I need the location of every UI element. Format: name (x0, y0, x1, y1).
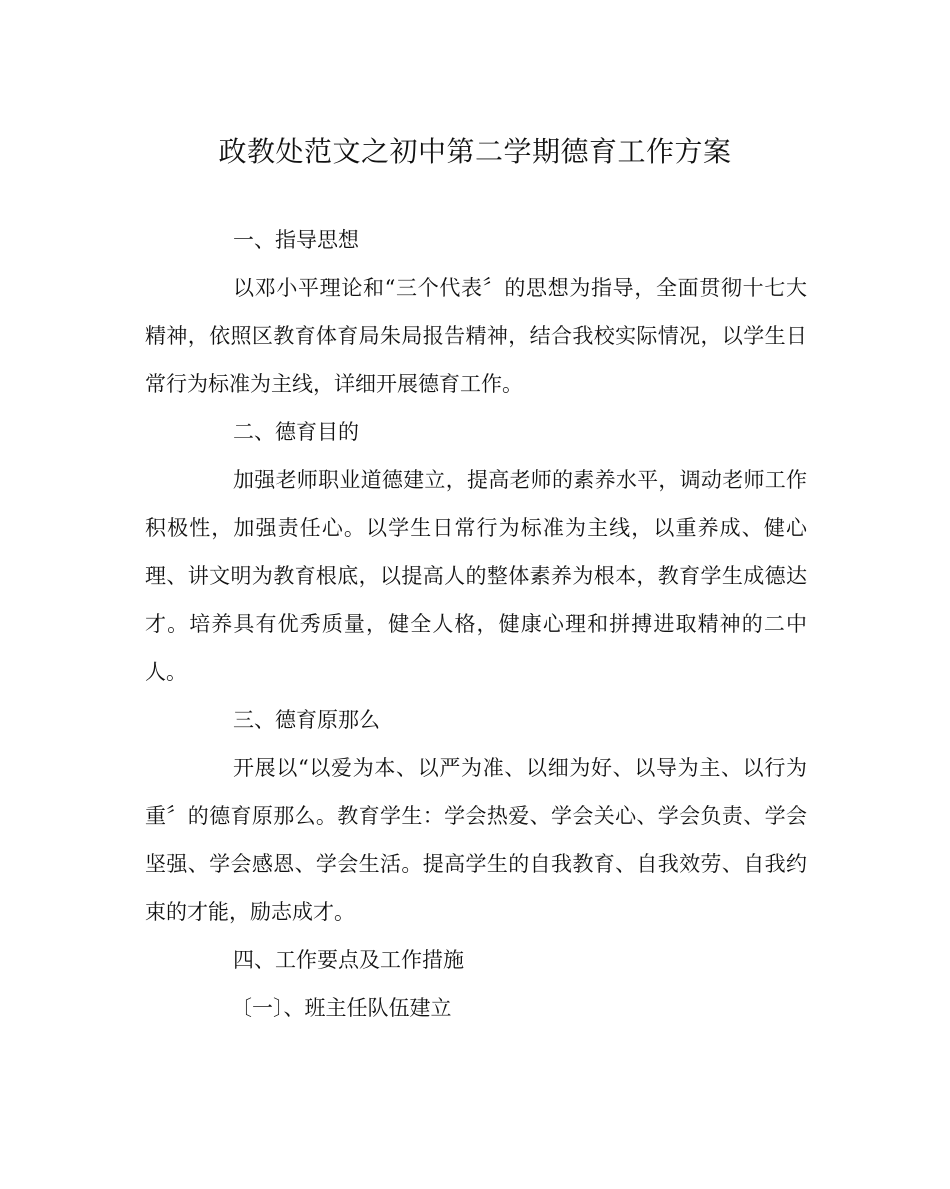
section-heading-work-points-and-measures: 四、工作要点及工作措施 (233, 948, 464, 972)
section-paragraph-moral-education-goals: 加强老师职业道德建立，提高老师的素养水平，调动老师工作积极性，加强责任心。以学生日常行为标准为主线，以重养成、健心理、讲文明为教育根底，以提高人的整体素养为根本，教育学生成德达才。培养具有优秀质量，健全人格，健康心理和拼搏进取精神的二中人。 (145, 468, 807, 684)
section-paragraph-moral-education-principles: 开展以“以爱为本、以严为准、以细为好、以导为主、以行为重〞的德育原那么。教育学生：学会热爱、学会关心、学会负责、学会坚强、学会感恩、学会生活。提高学生的自我教育、自我效劳、自我约束的才能，励志成才。 (145, 756, 807, 924)
section-heading-moral-education-goals: 二、德育目的 (233, 420, 359, 444)
document-title: 政教处范文之初中第二学期德育工作方案 (218, 135, 732, 168)
subsection-heading-head-teacher-team: 〔一〕、班主任队伍建立 (231, 996, 452, 1020)
document-body (145, 216, 807, 1032)
section-paragraph-guiding-ideology: 以邓小平理论和“三个代表〞的思想为指导，全面贯彻十七大精神，依照区教育体育局朱局报告精神，结合我校实际情况，以学生日常行为标准为主线，详细开展德育工作。 (145, 276, 807, 396)
section-heading-guiding-ideology: 一、指导思想 (233, 228, 359, 252)
section-heading-moral-education-principles: 三、德育原那么 (233, 708, 380, 732)
